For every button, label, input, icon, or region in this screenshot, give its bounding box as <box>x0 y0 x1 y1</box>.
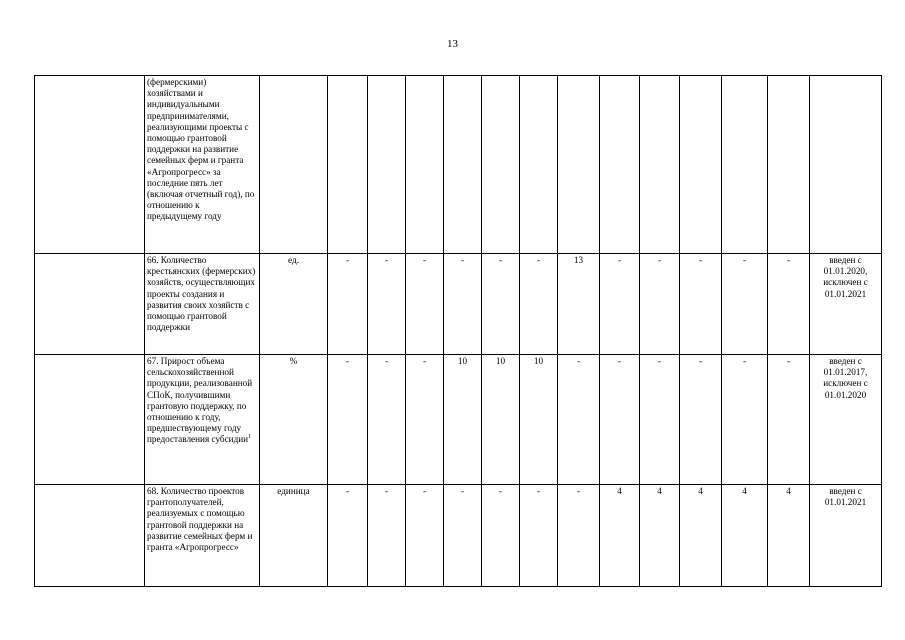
value-cell <box>444 76 482 254</box>
page-number: 13 <box>447 38 458 50</box>
value-cell: 4 <box>600 485 640 587</box>
value-cell: - <box>680 355 722 485</box>
value-cell <box>406 76 444 254</box>
value-cell: - <box>328 254 368 355</box>
value-cell: - <box>520 485 558 587</box>
value-cell <box>558 76 600 254</box>
empty-cell <box>35 485 145 587</box>
value-cell: - <box>640 355 680 485</box>
value-cell: - <box>328 355 368 485</box>
value-cell: 10 <box>482 355 520 485</box>
note-cell: введен с 01.01.2021 <box>810 485 882 587</box>
table-row <box>35 254 882 355</box>
value-cell: - <box>600 355 640 485</box>
value-cell: - <box>406 254 444 355</box>
indicators-table <box>34 75 882 587</box>
value-cell <box>680 76 722 254</box>
note-cell <box>810 76 882 254</box>
value-cell: - <box>406 355 444 485</box>
value-cell: - <box>768 254 810 355</box>
value-cell: - <box>368 355 406 485</box>
value-cell: - <box>368 485 406 587</box>
unit-cell: % <box>260 355 328 485</box>
value-cell: - <box>482 254 520 355</box>
value-cell: 4 <box>768 485 810 587</box>
value-cell <box>600 76 640 254</box>
unit-cell <box>260 76 328 254</box>
value-cell: 10 <box>520 355 558 485</box>
value-cell: - <box>640 254 680 355</box>
value-cell: - <box>722 355 768 485</box>
unit-cell: ед. <box>260 254 328 355</box>
note-cell: введен с 01.01.2020, исключен с 01.01.2021 <box>810 254 882 355</box>
value-cell: - <box>406 485 444 587</box>
value-cell: 4 <box>640 485 680 587</box>
value-cell: 10 <box>444 355 482 485</box>
empty-cell <box>35 254 145 355</box>
value-cell: - <box>722 254 768 355</box>
unit-cell: единица <box>260 485 328 587</box>
value-cell: 4 <box>722 485 768 587</box>
table-row <box>35 76 882 254</box>
value-cell: 4 <box>680 485 722 587</box>
value-cell: - <box>368 254 406 355</box>
value-cell: - <box>600 254 640 355</box>
value-cell <box>368 76 406 254</box>
footnote-mark: 1 <box>248 434 252 441</box>
value-cell <box>328 76 368 254</box>
indicator-name: 68. Количество проектов грантополучателей, реализуемых с помощью грантовой поддержки на развитие семейных ферм и гранта «Агропрогресс» <box>145 485 260 587</box>
indicator-name: 66. Количество крестьянских (фермерских) хозяйств, осуществляющих проекты создания и развития своих хозяйств с помощью грантовой поддержки <box>145 254 260 355</box>
indicator-name: (фермерскими) хозяйствами и индивидуальными предпринимателями, реализующими проекты с помощью грантовой поддержки на развитие семейных ферм и гранта «Агропрогресс» за последние пять лет (включая отчетный год), по отношению к предыдущему году <box>145 76 260 254</box>
value-cell: - <box>482 485 520 587</box>
indicator-name-text: 67. Прирост объема сельскохозяйственной продукции, реализованной СПоК, получившими грантовую поддержку, по отношению к году, предшествующему году предоставления субсидии <box>147 356 253 445</box>
value-cell <box>482 76 520 254</box>
value-cell: - <box>558 355 600 485</box>
indicator-name <box>145 355 260 485</box>
note-cell: введен с 01.01.2017, исключен с 01.01.2020 <box>810 355 882 485</box>
value-cell: - <box>768 355 810 485</box>
value-cell: - <box>520 254 558 355</box>
value-cell: - <box>328 485 368 587</box>
empty-cell <box>35 355 145 485</box>
table-row <box>35 485 882 587</box>
value-cell <box>640 76 680 254</box>
value-cell: - <box>444 254 482 355</box>
value-cell: - <box>680 254 722 355</box>
value-cell <box>520 76 558 254</box>
empty-cell <box>35 76 145 254</box>
value-cell <box>722 76 768 254</box>
table-row <box>35 355 882 485</box>
value-cell: - <box>558 485 600 587</box>
value-cell: 13 <box>558 254 600 355</box>
value-cell: - <box>444 485 482 587</box>
value-cell <box>768 76 810 254</box>
